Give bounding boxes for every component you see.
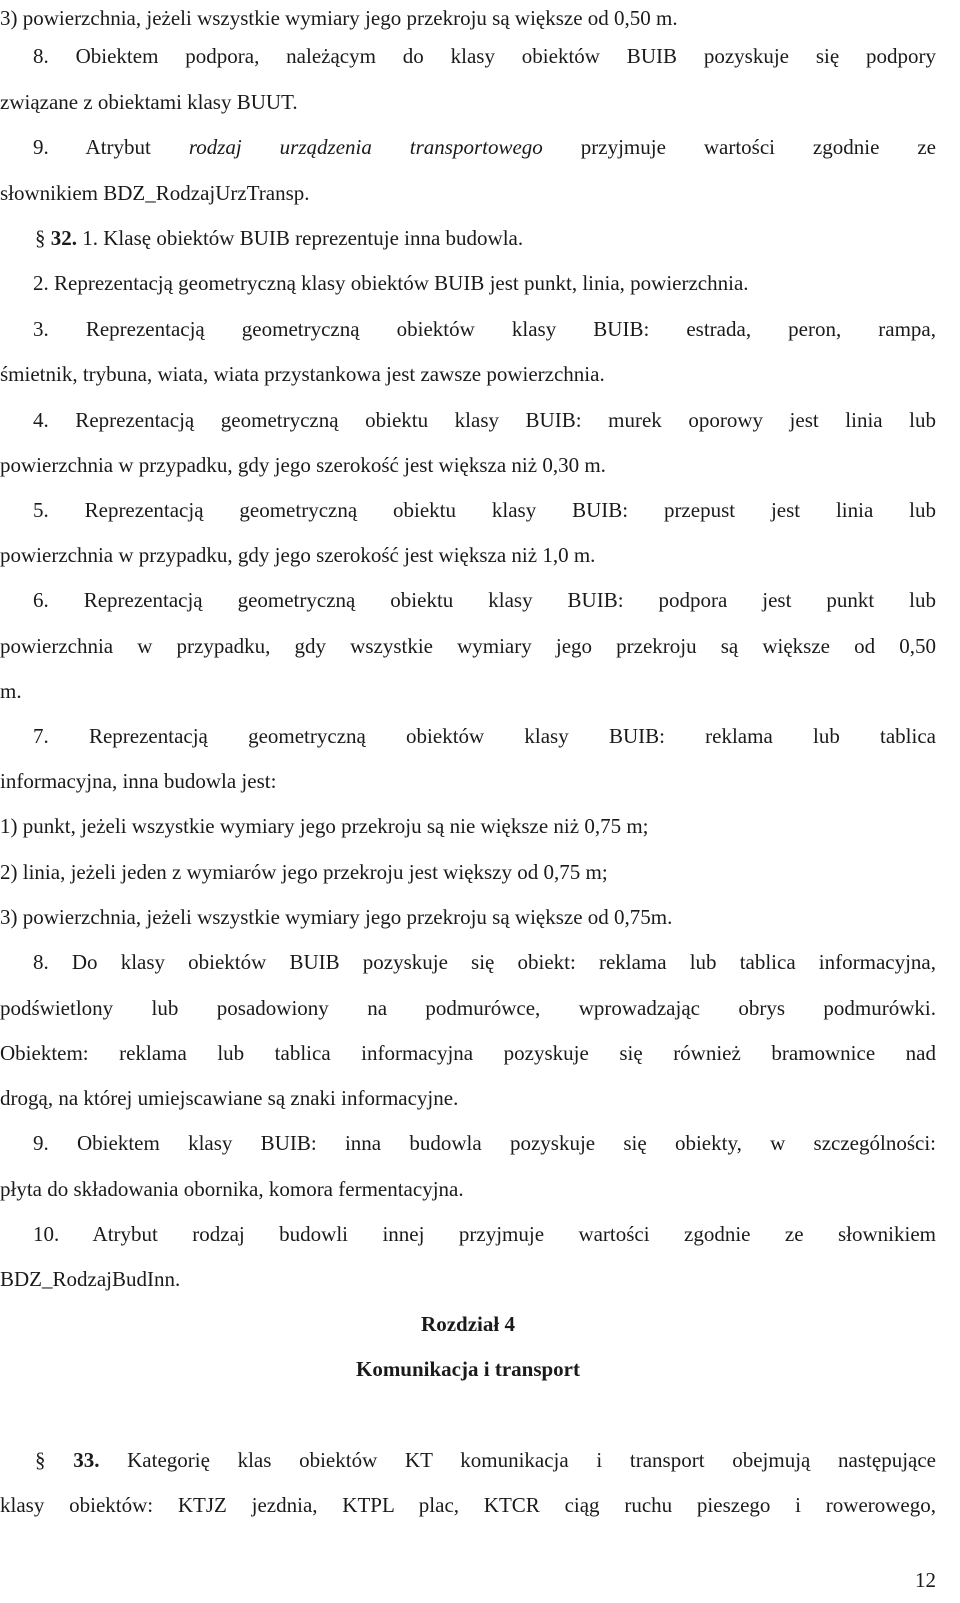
list-item: 3) powierzchnia, jeżeli wszystkie wymiary jego przekroju są większe od 0,75m.: [0, 905, 673, 929]
text-line: śmietnik, trybuna, wiata, wiata przystankowa jest zawsze powierzchnia.: [0, 362, 605, 386]
text-line: 8. Obiektem podpora, należącym do klasy obiektów BUIB pozyskuje się podpory: [33, 44, 936, 68]
text-run: Kategorię klas obiektów KT komunikacja i transport obejmują następujące: [99, 1448, 936, 1472]
section-number: 33.: [73, 1448, 100, 1472]
text-line: 6. Reprezentacją geometryczną obiektu klasy BUIB: podpora jest punkt lub: [33, 588, 936, 612]
text-line: Obiektem: reklama lub tablica informacyjna pozyskuje się również bramownice nad: [0, 1041, 936, 1065]
section-number: 32.: [50, 226, 77, 250]
text-line: 3) powierzchnia, jeżeli wszystkie wymiary jego przekroju są większe od 0,50 m.: [0, 6, 678, 30]
text-line: 7. Reprezentacją geometryczną obiektów klasy BUIB: reklama lub tablica: [33, 724, 936, 748]
text-line: 9. Obiektem klasy BUIB: inna budowla pozyskuje się obiekty, w szczególności:: [33, 1131, 936, 1155]
section-heading-33: [35, 1446, 936, 1474]
text-line: powierzchnia w przypadku, gdy jego szerokość jest większa niż 1,0 m.: [0, 543, 596, 567]
text-line: powierzchnia w przypadku, gdy wszystkie wymiary jego przekroju są większe od 0,50: [0, 634, 936, 658]
text-line: 2. Reprezentacją geometryczną klasy obiektów BUIB jest punkt, linia, powierzchnia.: [33, 271, 749, 295]
text-line: powierzchnia w przypadku, gdy jego szerokość jest większa niż 0,30 m.: [0, 453, 606, 477]
text-line: informacyjna, inna budowla jest:: [0, 769, 277, 793]
text-line: [33, 133, 936, 161]
text-line: 8. Do klasy obiektów BUIB pozyskuje się obiekt: reklama lub tablica informacyjna,: [33, 950, 936, 974]
chapter-title: Rozdział 4: [421, 1312, 515, 1336]
text-run: 1. Klasę obiektów BUIB reprezentuje inna budowla.: [77, 226, 524, 250]
text-line: klasy obiektów: KTJZ jezdnia, KTPL plac, KTCR ciąg ruchu pieszego i rowerowego,: [0, 1493, 936, 1517]
italic-term: rodzaj urządzenia transportowego: [188, 135, 543, 159]
text-line: m.: [0, 679, 22, 703]
section-sign: §: [35, 1448, 74, 1472]
page-number: 12: [915, 1568, 936, 1592]
section-heading-32: [35, 224, 936, 252]
text-line: 3. Reprezentacją geometryczną obiektów klasy BUIB: estrada, peron, rampa,: [33, 317, 936, 341]
text-line: słownikiem BDZ_RodzajUrzTransp.: [0, 181, 310, 205]
text-line: związane z obiektami klasy BUUT.: [0, 90, 298, 114]
section-sign: §: [35, 226, 51, 250]
text-run: 9. Atrybut: [33, 135, 189, 159]
text-run: przyjmuje wartości zgodnie ze: [542, 135, 936, 159]
text-line: płyta do składowania obornika, komora fermentacyjna.: [0, 1177, 464, 1201]
text-line: 4. Reprezentacją geometryczną obiektu klasy BUIB: murek oporowy jest linia lub: [33, 408, 936, 432]
text-line: BDZ_RodzajBudInn.: [0, 1267, 181, 1291]
chapter-subtitle: Komunikacja i transport: [355, 1357, 580, 1381]
text-line: 10. Atrybut rodzaj budowli innej przyjmuje wartości zgodnie ze słownikiem: [33, 1222, 936, 1246]
list-item: 2) linia, jeżeli jeden z wymiarów jego przekroju jest większy od 0,75 m;: [0, 860, 608, 884]
text-line: podświetlony lub posadowiony na podmurówce, wprowadzając obrys podmurówki.: [0, 996, 936, 1020]
text-line: drogą, na której umiejscawiane są znaki informacyjne.: [0, 1086, 459, 1110]
text-line: 5. Reprezentacją geometryczną obiektu klasy BUIB: przepust jest linia lub: [33, 498, 936, 522]
list-item: 1) punkt, jeżeli wszystkie wymiary jego przekroju są nie większe niż 0,75 m;: [0, 814, 649, 838]
